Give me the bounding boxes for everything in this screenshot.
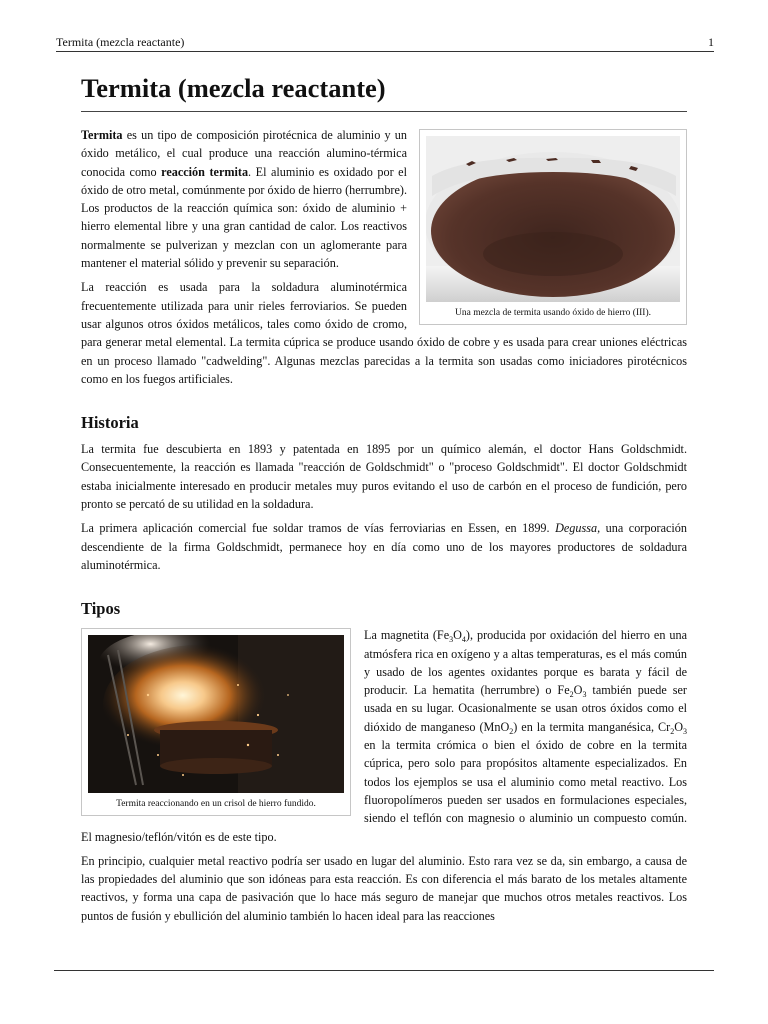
section-heading-historia: Historia — [81, 413, 139, 433]
subscript: 3 — [582, 690, 587, 700]
subscript: 3 — [449, 635, 454, 645]
historia-text-cont: una corporación descendiente de la firma Goldschmidt, permanece hoy en día como uno de los mayores productores de soldadura aluminotérmica. — [81, 521, 687, 572]
intro-text-cont: . El aluminio es oxidado por el óxido de otro metal, comúnmente por óxido de hierro (herrumbre). Los productos de la reacción química son: óxido de aluminio + hierro elemental libre y una gran cantidad de calor. Los reactivos normalmente se pulverizan y mezclan con un aglomerante para mantener el material sólido y prevenir su separación. — [81, 164, 407, 271]
page-title: Termita (mezcla reactante) — [81, 70, 687, 112]
historia-paragraph-1: La termita fue descubierta en 1893 y patentada en 1895 por un químico alemán, el doctor Hans Goldschmidt. Consecuentemente, la reacción es llamada "reacción de Goldschmidt" o "proceso Goldschmidt". El doctor Goldschmidt estaba inicialmente interesado en producir metales muy puros evitando el uso de carbón en el proceso de fundición, pero pronto se percató de su utilidad en la soldadura. — [81, 442, 687, 512]
running-header — [56, 35, 714, 52]
tipos-text: ), producida por oxidación del hierro en una atmósfera rica en oxígeno y a altas temperaturas, es el más común y usado de los agentes oxidantes porque es barata y fácil de producir. La hematita (herrumbre) o Fe — [364, 628, 687, 698]
historia-emphasis: Degussa, — [555, 521, 601, 536]
page-number: 1 — [708, 35, 714, 49]
intro-text: es un tipo de composición pirotécnica de aluminio y un óxido metálico, el cual produce una reacción alumino-térmica conocida como — [81, 128, 407, 179]
historia-paragraph-2 — [81, 519, 687, 574]
historia-text: La primera aplicación comercial fue soldar tramos de vías ferroviarias en Essen, en 1899. — [81, 521, 556, 536]
figure-thermite-powder — [419, 129, 687, 325]
tipos-text: O — [674, 719, 683, 734]
thermite-powder-photo — [426, 136, 680, 302]
figure-caption: Una mezcla de termita usando óxido de hierro (III). — [455, 308, 651, 318]
figure-caption: Termita reaccionando en un crisol de hierro fundido. — [116, 799, 316, 810]
thermite-reaction-photo — [88, 635, 344, 793]
tipos-text: ) en la termita manganésica, Cr — [513, 719, 671, 734]
tipos-text: O — [453, 628, 462, 643]
tipos-text: O — [573, 683, 583, 698]
subscript: 3 — [683, 726, 687, 736]
article-body — [81, 70, 687, 931]
footer-rule — [54, 970, 714, 971]
tipos-text: La magnetita (Fe — [364, 628, 450, 643]
figure-thermite-reaction — [81, 628, 351, 816]
tipos-paragraph-2: En principio, cualquier metal reactivo podría ser usado en lugar del aluminio. Esto rara vez se da, sin embargo, a causa de las propiedades del aluminio que son idóneas para esta reacción. Es con diferencia el más barato de los metales altamente reactivos, y forma una capa de pasivación que lo hace más seguro de manejar que muchos otros metales reactivos. Los puntos de fusión y ebullición del aluminio también lo hacen ideal para las reacciones — [81, 853, 687, 923]
intro-strong: reacción termita — [161, 164, 249, 179]
tipos-text: también puede ser usada en su lugar. Ocasionalmente se usan otros óxidos como el dióxido de manganeso (MnO — [364, 683, 687, 734]
intro-paragraph-2: La reacción es usada para la soldadura aluminotérmica frecuentemente utilizada para unir rieles ferroviarios. Se pueden usar algunos otros óxidos metálicos, tales como óxido de cromo, para generar metal elemental. La termita cúprica se produce usando óxido de cobre y es usada para crear uniones eléctricas en un proceso llamado "cadwelding". Algunas mezclas parecidas a la termita son usadas como iniciadores pirotécnicos como en los fuegos artificiales. — [81, 280, 687, 386]
section-heading-tipos: Tipos — [81, 599, 121, 619]
intro-term: Termita — [81, 128, 123, 142]
subscript: 2 — [569, 690, 574, 700]
subscript: 2 — [509, 726, 514, 736]
tipos-text: en la termita crómica o bien el óxido de cobre en la termita cúprica, pero solo para propósitos altamente especializados. En todos los ejemplos se usa el aluminio como metal reactivo. Los fluoropolímeros pueden ser usados en formulaciones especiales, siendo el teflón con magnesio o aluminio un compuesto común. El magnesio/teflón/vitón es de este tipo. — [81, 738, 687, 844]
subscript: 2 — [670, 726, 675, 736]
running-header-title: Termita (mezcla reactante) — [56, 35, 185, 49]
subscript: 4 — [461, 635, 466, 645]
